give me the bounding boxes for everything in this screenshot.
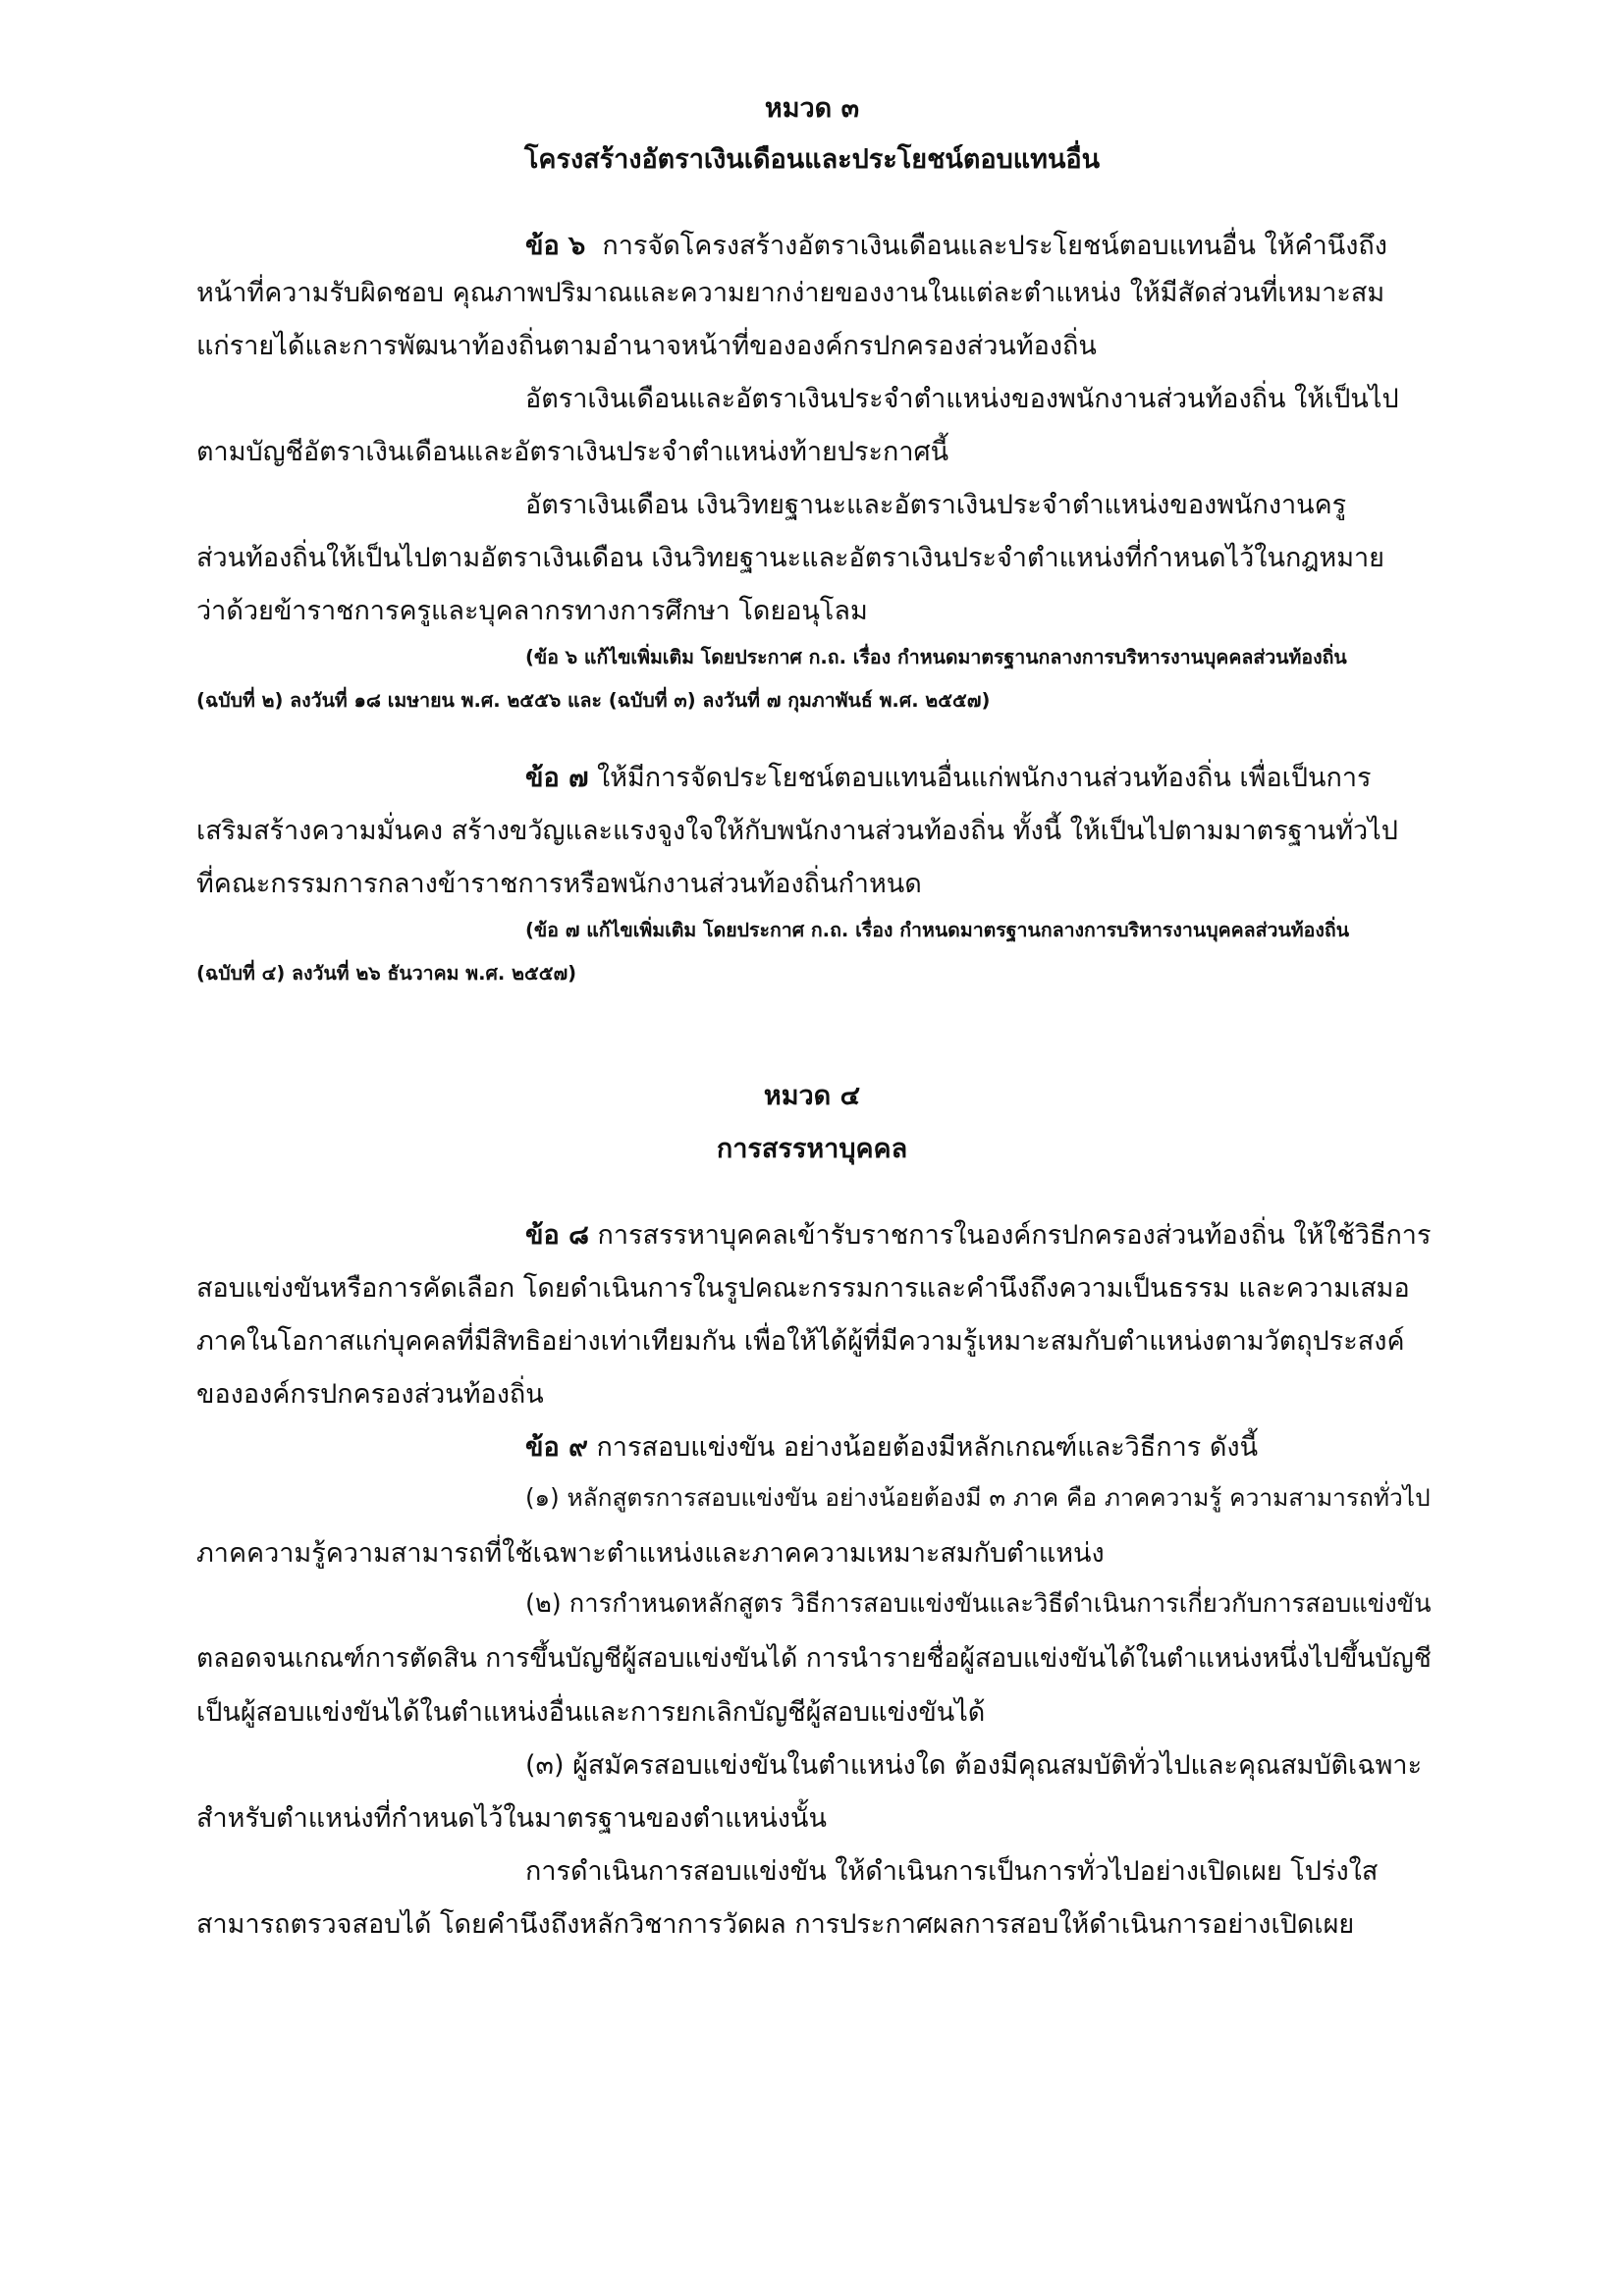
clause-7-line-2: เสริมสร้างความมั่นคง สร้างขวัญและแรงจูงใจให้กับพนักงานส่วนท้องถิ่น ทั้งนี้ ให้เป็นไปตามมาตรฐานทั่วไป [196,816,1398,846]
clause-7-amendment-note-line-1: (ข้อ ๗ แก้ไขเพิ่มเติม โดยประกาศ ก.ถ. เรื่อง กำหนดมาตรฐานกลางการบริหารงานบุคคลส่วนท้องถิ่น [525,919,1350,941]
chapter-4-heading: หมวด ๔ [763,1081,861,1111]
chapter-3-subheading: โครงสร้างอัตราเงินเดือนและประโยชน์ตอบแทนอื่น [523,144,1101,175]
clause-9-item-1-line-1: (๑) หลักสูตรการสอบแข่งขัน อย่างน้อยต้องมี ๓ ภาค คือ ภาคความรู้ ความสามารถทั่วไป [525,1483,1431,1512]
clause-9-para-line-1: การดำเนินการสอบแข่งขัน ให้ดำเนินการเป็นการทั่วไปอย่างเปิดเผย โปร่งใส [525,1856,1379,1887]
clause-7-line-3: ที่คณะกรรมการกลางข้าราชการหรือพนักงานส่วนท้องถิ่นกำหนด [196,869,922,899]
clause-6-para-3-line-1: อัตราเงินเดือน เงินวิทยฐานะและอัตราเงินประจำตำแหน่งของพนักงานครู [525,490,1347,520]
clause-6-line-3: แก่รายได้และการพัฒนาท้องถิ่นตามอำนาจหน้าที่ขององค์กรปกครองส่วนท้องถิ่น [196,331,1097,361]
clause-9-item-2-line-2: ตลอดจนเกณฑ์การตัดสิน การขึ้นบัญชีผู้สอบแข่งขันได้ การนำรายชื่อผู้สอบแข่งขันได้ในตำแหน่งหนึ่งไปขึ้นบัญชี [196,1643,1432,1674]
clause-9-item-3-line-2: สำหรับตำแหน่งที่กำหนดไว้ในมาตรฐานของตำแหน่งนั้น [196,1803,827,1834]
clause-8-line-2: สอบแข่งขันหรือการคัดเลือก โดยดำเนินการในรูปคณะกรรมการและคำนึงถึงความเป็นธรรม และความเสมอ [196,1273,1410,1304]
clause-9-item-2-line-3: เป็นผู้สอบแข่งขันได้ในตำแหน่งอื่นและการยกเลิกบัญชีผู้สอบแข่งขันได้ [196,1697,986,1728]
clause-9-intro: ข้อ ๙ การสอบแข่งขัน อย่างน้อยต้องมีหลักเกณฑ์และวิธีการ ดังนี้ [525,1432,1259,1463]
clause-7-line-1: ข้อ ๗ ให้มีการจัดประโยชน์ตอบแทนอื่นแก่พนักงานส่วนท้องถิ่น เพื่อเป็นการ [525,763,1372,793]
clause-6-label: ข้อ ๖ [525,231,586,261]
clause-6-para-2-line-2: ตามบัญชีอัตราเงินเดือนและอัตราเงินประจำตำแหน่งท้ายประกาศนี้ [196,437,949,467]
clause-7-label: ข้อ ๗ [525,763,589,793]
clause-8-label: ข้อ ๘ [525,1220,589,1251]
clause-9-para-line-2: สามารถตรวจสอบได้ โดยคำนึงถึงหลักวิชาการวัดผล การประกาศผลการสอบให้ดำเนินการอย่างเปิดเผย [196,1909,1355,1940]
clause-6-para-2-line-1: อัตราเงินเดือนและอัตราเงินประจำตำแหน่งของพนักงานส่วนท้องถิ่น ให้เป็นไป [525,384,1399,414]
clause-8-line-4: ขององค์กรปกครองส่วนท้องถิ่น [196,1379,544,1410]
clause-7-amendment-note-line-2: (ฉบับที่ ๔) ลงวันที่ ๒๖ ธันวาคม พ.ศ. ๒๕๕๗) [196,962,577,985]
chapter-3-heading: หมวด ๓ [764,93,860,124]
clause-8-line-3: ภาคในโอกาสแก่บุคคลที่มีสิทธิอย่างเท่าเทียมกัน เพื่อให้ได้ผู้ที่มีความรู้เหมาะสมกับตำแหน่งตามวัตถุประสงค์ [196,1326,1405,1357]
clause-6-para-3-line-3: ว่าด้วยข้าราชการครูและบุคลากรทางการศึกษา โดยอนุโลม [196,596,868,626]
clause-6-para-3-line-2: ส่วนท้องถิ่นให้เป็นไปตามอัตราเงินเดือน เงินวิทยฐานะและอัตราเงินประจำตำแหน่งที่กำหนดไว้ในกฎหมาย [196,543,1385,573]
clause-8-line-1: ข้อ ๘ การสรรหาบุคคลเข้ารับราชการในองค์กรปกครองส่วนท้องถิ่น ให้ใช้วิธีการ [525,1220,1432,1251]
clause-9-item-3-line-1: (๓) ผู้สมัครสอบแข่งขันในตำแหน่งใด ต้องมีคุณสมบัติทั่วไปและคุณสมบัติเฉพาะ [525,1750,1423,1781]
clause-6-amendment-note-line-1: (ข้อ ๖ แก้ไขเพิ่มเติม โดยประกาศ ก.ถ. เรื่อง กำหนดมาตรฐานกลางการบริหารงานบุคคลส่วนท้องถิ่น [525,646,1347,668]
clause-9-item-1-line-2: ภาคความรู้ความสามารถที่ใช้เฉพาะตำแหน่งและภาคความเหมาะสมกับตำแหน่ง [196,1538,1105,1569]
clause-6-line-1: ข้อ ๖ การจัดโครงสร้างอัตราเงินเดือนและประโยชน์ตอบแทนอื่น ให้คำนึงถึง [525,231,1387,261]
chapter-4-subheading: การสรรหาบุคคล [716,1134,908,1164]
clause-6-line-2: หน้าที่ความรับผิดชอบ คุณภาพปริมาณและความยากง่ายของงานในแต่ละตำแหน่ง ให้มีสัดส่วนที่เหมาะสม [196,278,1385,308]
clause-9-label: ข้อ ๙ [525,1432,588,1463]
clause-6-amendment-note-line-2: (ฉบับที่ ๒) ลงวันที่ ๑๘ เมษายน พ.ศ. ๒๕๕๖ และ (ฉบับที่ ๓) ลงวันที่ ๗ กุมภาพันธ์ พ.ศ. ๒๕๕๗) [196,689,991,712]
clause-9-item-2-line-1: (๒) การกำหนดหลักสูตร วิธีการสอบแข่งขันและวิธีดำเนินการเกี่ยวกับการสอบแข่งขัน [525,1589,1432,1619]
